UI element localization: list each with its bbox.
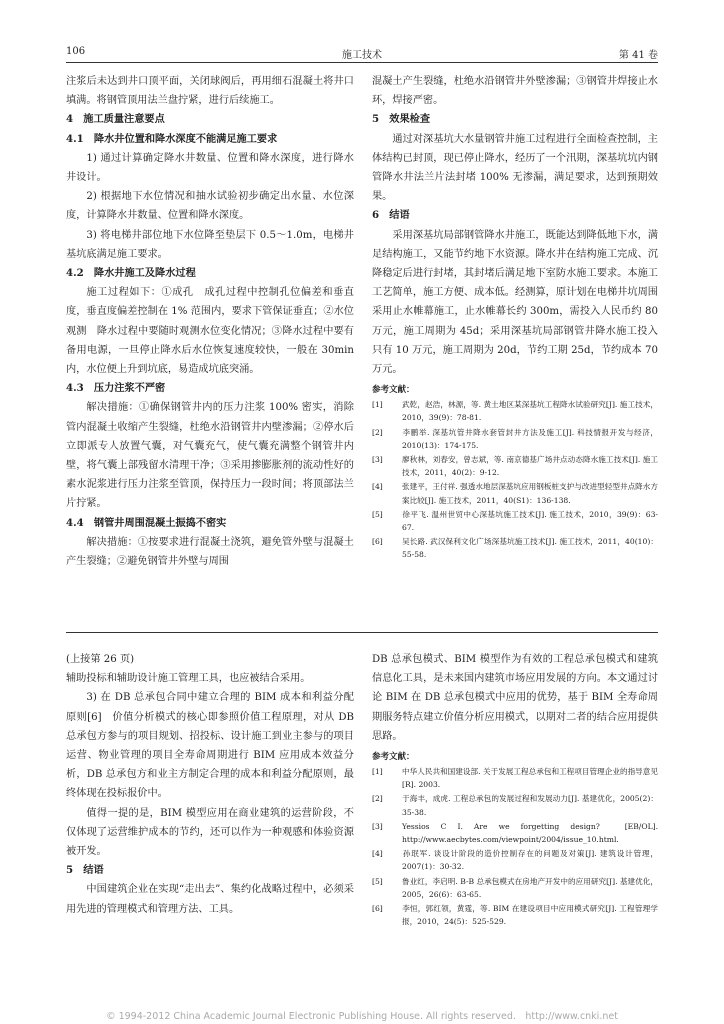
reference-item	[372, 535, 658, 561]
paragraph: 注浆后未达到井口顶平面，关闭球阀后，再用细石混凝土将井口填满。将钢管顶用法兰盘拧紧，进行后续施工。	[66, 76, 354, 107]
bottom-references-list	[372, 765, 658, 928]
reference-number: [4]	[372, 482, 383, 492]
reference-text: 李鹏举. 深基坑管井降水套管封井方法及施工[J]. 科技情报开发与经济，2010(13)：174-175.	[402, 427, 658, 450]
reference-number: [3]	[372, 455, 383, 465]
top-right-body	[372, 72, 658, 379]
reference-number: [4]	[372, 849, 383, 859]
reference-item	[372, 508, 658, 534]
reference-item	[372, 453, 658, 479]
header-rule	[66, 62, 658, 63]
reference-text: 徐平飞. 温州世贸中心深基坑施工技术[J]. 施工技术，2010，39(9)：63-67.	[402, 509, 658, 533]
bottom-right-column	[372, 650, 658, 929]
reference-text: Yessios C I. Are we forgetting design? [EB/OL]. http://www.aecbytes.com/viewpoint/2004/issue_10.html.	[402, 821, 658, 845]
paragraph: 解决措施：①确保钢管井内的压力注浆 100% 密实，消除管内混凝土收缩产生裂缝，杜绝水沿钢管井内壁渗漏；②停水后立即派专人放置气囊，对气囊充气，使气囊充满整个钢管井内壁，将气囊上部残留水清理干净；③采用掺膨胀剂的流动性好的素水泥浆进行压力注浆至管顶，保持压力一段时间；将顶部法兰片拧紧。	[66, 402, 354, 510]
reference-text: 武乾，赵浩，林源，等. 黄土地区某深基坑工程降水试验研究[J]. 施工技术，2010，39(9)：78-81.	[402, 400, 658, 423]
paragraph: 中国建筑企业在实现“走出去”、集约化战略过程中，必须采用先进的管理模式和管理方法、工具。	[66, 884, 354, 915]
section-heading: 4.1 降水井位置和降水深度不能满足施工要求	[66, 132, 278, 145]
reference-text: 李恒，郭红领，黄霆，等. BIM 在建设项目中应用模式研究[J]. 工程管理学报，2010，24(5)：525-529.	[402, 904, 658, 927]
reference-number: [3]	[372, 821, 383, 831]
bottom-right-body	[372, 650, 658, 746]
paragraph: DB 总承包模式、BIM 模型作为有效的工程总承包模式和建筑信息化工具，是未来国内建筑市场应用发展的方向。本文通过讨论 BIM 在 DB 总承包模式中应用的优势，基于 BIM 全寿命周期服务特点建立价值分析应用模式，以期对二者的结合应用提供思路。	[372, 654, 658, 742]
reference-text: 鲁业红，李启明. B-B 总承包模式在房地产开发中的应用研究[J]. 基建优化，2005，26(6)：63-65.	[402, 876, 658, 899]
paragraph: 值得一提的是，BIM 模型应用在商业建筑的运营阶段，不仅体现了运营维护成本的节约，还可以作为一种观感和体验资源被开发。	[66, 807, 354, 858]
reference-item	[372, 847, 658, 873]
paragraph: 3) 在 DB 总承包合同中建立合理的 BIM 成本和利益分配原则[6] 价值分析模式的核心即参照价值工程原理，对从 DB 总承包方参与的项目规划、招投标、设计施工到业主参与的项目运营、物业管理的项目全寿命周期进行 BIM 应用成本效益分析，DB 总承包方和业主方制定合理的成本和利益分配原则，最终体现在投标报价中。	[66, 692, 354, 800]
reference-item	[372, 875, 658, 901]
paragraph: 辅助投标和辅助设计施工管理工具，也应被结合采用。	[66, 673, 311, 685]
reference-item	[372, 820, 658, 846]
section-heading: 4.3 压力注浆不严密	[66, 382, 166, 395]
section-heading: 5 结语	[66, 864, 104, 877]
paragraph: 2) 根据地下水位情况和抽水试验初步确定出水量、水位深度，计算降水井数量、位置和降水深度。	[66, 191, 354, 222]
reference-number: [1]	[372, 400, 383, 410]
reference-item	[372, 792, 658, 818]
reference-number: [5]	[372, 876, 383, 886]
paragraph: 采用深基坑局部钢管降水井施工，既能达到降低地下水，满足结构施工，又能节约地下水资源。降水井在结构施工完成、沉降稳定后进行封堵，其封堵后满足地下室防水施工要求。本施工工艺简单，施工方便、成本低。经测算，原计划在电梯井坑周围采用止水帷幕施工，止水帷幕长约 300m，需投入人民币约 80 万元，施工周期为 45d；采用深基坑局部钢管井降水施工投入只有 10 万元，施工周期为 20d，节约工期 25d，节约成本 70 万元。	[372, 229, 658, 376]
reference-number: [1]	[372, 767, 383, 777]
paragraph: 3) 将电梯井部位地下水位降至垫层下 0.5～1.0m，电梯井基坑底满足施工要求。	[66, 229, 354, 260]
article-separator	[66, 632, 658, 633]
page-header	[66, 44, 658, 64]
references-title: 参考文献：	[372, 385, 415, 396]
reference-number: [5]	[372, 509, 383, 519]
reference-item	[372, 426, 658, 452]
reference-text: 吴长路. 武汉保利文化广场深基坑施工技术[J]. 施工技术，2011，40(10)：55-58.	[402, 537, 658, 560]
paragraph: 解决措施：①按要求进行混凝土浇筑，避免管外壁与混凝土产生裂缝；②避免钢管井外壁与周围	[66, 536, 354, 568]
reference-text: 张建平，王付祥. 强透水地层深基坑应用钢板桩支护与改进型轻型井点降水方案比较[J]. 施工技术，2011，40(S1)：136-138.	[402, 482, 658, 505]
top-left-column	[66, 72, 354, 571]
top-right-column	[372, 72, 658, 563]
paragraph: 1) 通过计算确定降水井数量、位置和降水深度，进行降水井设计。	[66, 152, 354, 184]
reference-number: [6]	[372, 904, 383, 914]
reference-item	[372, 902, 658, 928]
reference-number: [2]	[372, 794, 383, 804]
reference-text: 中华人民共和国建设部. 关于发展工程总承包和工程项目管理企业的指导意见[R]. 2003.	[402, 767, 658, 790]
bottom-left-column	[66, 650, 354, 919]
reference-number: [2]	[372, 427, 383, 437]
section-heading: 4.4 钢管井周围混凝土振捣不密实	[66, 516, 227, 529]
paragraph: 混凝土产生裂缝，杜绝水沿钢管井外壁渗漏；③钢管井焊接止水环，焊接严密。	[372, 76, 658, 107]
section-heading: 5 效果检查	[372, 113, 431, 126]
paragraph: 通过对深基坑大水量钢管井施工过程进行全面检查控制，主体结构已封顶，现已停止降水，经历了一个汛期，深基坑坑内钢管降水井法兰片法封堵 100% 无渗漏，满足要求，达到预期效果。	[372, 133, 658, 203]
volume-label: 第 41 卷	[618, 50, 658, 61]
paragraph: 施工过程如下：①成孔 成孔过程中控制孔位偏差和垂直度，垂直度偏差控制在 1% 范围内，要求下管保证垂直；②水位观测 降水过程中要随时观测水位变化情况；③降水过程中要有备用电源，一旦停止降水后水位恢复速度较快，一般在 30min 内，水位便上升到坑底，易造成坑底突涌。	[66, 287, 354, 376]
journal-name: 施工技术	[342, 50, 382, 61]
top-references-list	[372, 398, 658, 561]
references-title: 参考文献：	[372, 752, 415, 763]
reference-item	[372, 765, 658, 791]
section-heading: 4 施工质量注意要点	[66, 113, 165, 126]
reference-text: 孙珉军. 谈设计阶段的造价控制存在的问题及对策[J]. 建筑设计管理，2007(1)：30-32.	[402, 849, 658, 872]
paragraph: (上接第 26 页)	[66, 654, 135, 665]
reference-item	[372, 480, 658, 506]
section-heading: 6 结语	[372, 209, 410, 222]
copyright-footer: © 1994-2012 China Academic Journal Electronic Publishing House. All rights reserved. http://www.cnki.net	[106, 1011, 618, 1022]
section-heading: 4.2 降水井施工及降水过程	[66, 267, 196, 280]
reference-text: 于海丰，成虎. 工程总承包的发展过程和发展动力[J]. 基建优化，2005(2)：35-38.	[402, 794, 658, 817]
page-number: 106	[66, 46, 86, 57]
reference-text: 廖秋林，刘春安，曾志斌，等. 南京德基广场井点动态降水施工技术[J]. 施工技术，2011，40(2)：9-12.	[402, 455, 658, 478]
reference-item	[372, 398, 658, 424]
reference-number: [6]	[372, 537, 383, 547]
